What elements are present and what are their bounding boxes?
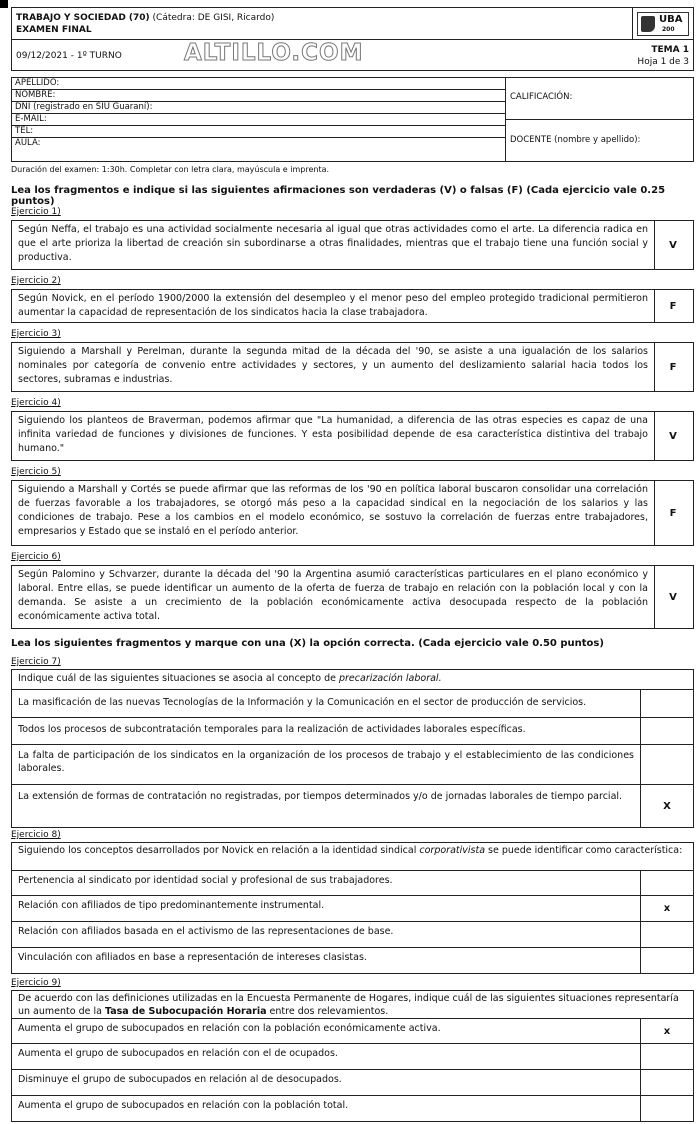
exam-duration-note: Duración del examen: 1:30h. Completar con letra clara, mayúscula e imprenta. (11, 165, 330, 174)
option-row (12, 1019, 693, 1044)
option-text: Aumenta el grupo de subocupados en relación con el de ocupados. (12, 1044, 641, 1069)
option-checkbox[interactable]: X (663, 800, 671, 812)
student-fields (12, 78, 506, 161)
course-name: TRABAJO Y SOCIEDAD (70) (16, 13, 150, 23)
exercise-3 (11, 342, 694, 392)
option-text: Pertenencia al sindicato por identidad social y profesional de sus trabajadores. (12, 871, 641, 895)
field-calificacion[interactable]: CALIFICACIÓN: (506, 78, 694, 120)
option-text: La masificación de las nuevas Tecnologías de la Información y la Comunicación en el sector de producción de servicios. (12, 690, 641, 717)
field-email[interactable]: E-MAIL: (12, 114, 505, 126)
option-row (12, 948, 693, 973)
exercise-label: Ejercicio 9) (11, 978, 61, 988)
option-text: Relación con afiliados de tipo predominantemente instrumental. (12, 896, 641, 921)
option-row (12, 690, 693, 718)
exercise-label: Ejercicio 8) (11, 830, 61, 840)
option-text: Disminuye el grupo de subocupados en relación al de desocupados. (12, 1070, 641, 1095)
grading-fields (506, 78, 694, 161)
option-row (12, 1096, 693, 1121)
option-row (12, 718, 693, 745)
question-text-start: Siguiendo los conceptos desarrollados por Novick en relación a la identidad sindical (18, 845, 420, 856)
option-checkbox[interactable] (641, 1070, 693, 1095)
exercise-text: Siguiendo a Marshall y Perelman, durante la segunda mitad de la década del '90, se asiste a una igualación de los salarios nominales por categoría de convenio entre actividades y sectores, y un aumento del deslizamiento salarial hacia todos los sectores, subramas e industrias. (12, 343, 655, 391)
uba-logo-number: 200 (662, 26, 675, 33)
option-checkbox[interactable] (641, 690, 693, 717)
student-data-table (11, 77, 694, 162)
exercise-text: Siguiendo a Marshall y Cortés se puede afirmar que las reformas de los '90 en política laboral buscaron consolidar una correlación de fuerzas favorable a los trabajadores, se otorgó más peso a la capacidad sindical en la negociación de los salarios y las condiciones de trabajo. Pese a los cambios en el modelo económico, se sostuvo la correlación de fuerzas entre trabajadores, empresarios y Estado que se instaló en el período anterior. (12, 481, 655, 545)
answer-cell[interactable]: F (669, 300, 677, 312)
exercise-text: Según Neffa, el trabajo es una actividad socialmente necesaria al igual que otras actividades como el arte. La diferencia radica en que el arte prioriza la libertad de creación sin subordinarse a otras finalidades, mientras que el trabajo tiene una función social y productiva. (12, 221, 655, 269)
option-text: Relación con afiliados basada en el activismo de las representaciones de base. (12, 922, 641, 947)
exam-header (11, 7, 694, 71)
field-docente[interactable]: DOCENTE (nombre y apellido): (510, 135, 641, 145)
field-apellido[interactable]: APELLIDO: (12, 78, 505, 90)
watermark: ALTILLO.COM (184, 40, 364, 66)
option-text: Aumenta el grupo de subocupados en relación con la población económicamente activa. (12, 1019, 641, 1043)
tema-label: TEMA 1 (651, 45, 689, 55)
exercise-text: Según Novick, en el período 1900/2000 la extensión del desempleo y el menor peso del empleo protegido tradicional permitieron aumentar la capacidad de representación de los sindicatos hacia la clase trabajadora. (12, 290, 655, 322)
question-text-start: Indique cuál de las siguientes situaciones se asocia al concepto de (18, 673, 339, 684)
exercise-5 (11, 480, 694, 546)
option-text: Vinculación con afiliados en base a representación de intereses clasistas. (12, 948, 641, 973)
exercise-8 (11, 842, 694, 974)
uba-logo (637, 12, 689, 36)
exercise-6 (11, 565, 694, 629)
tema-info (637, 44, 689, 68)
option-row (12, 1070, 693, 1096)
header-bottom-row (12, 40, 693, 71)
field-tel[interactable]: TEL: (12, 126, 505, 138)
option-row (12, 896, 693, 922)
option-row (12, 745, 693, 785)
option-checkbox[interactable] (641, 1096, 693, 1121)
course-info (16, 12, 576, 36)
section1-title: Lea los fragmentos e indique si las siguientes afirmaciones son verdaderas (V) o falsas (F) (Cada ejercicio vale 0.25 puntos) (11, 185, 666, 207)
exam-type: EXAMEN FINAL (16, 25, 92, 35)
exercise-label: Ejercicio 1) (11, 207, 61, 217)
option-checkbox[interactable] (641, 1044, 693, 1069)
answer-cell[interactable]: F (669, 507, 677, 519)
option-text: La extensión de formas de contratación no registradas, por tiempos determinados y/o de jornadas laborales de tiempo parcial. (12, 785, 641, 827)
question-term: precarización laboral. (339, 673, 442, 684)
option-row (12, 785, 693, 827)
exercise-label: Ejercicio 3) (11, 329, 61, 339)
option-checkbox[interactable] (641, 948, 693, 973)
option-checkbox[interactable]: x (663, 1025, 671, 1037)
question-term: Tasa de Subocupación Horaria (104, 1006, 267, 1017)
exercise-label: Ejercicio 6) (11, 552, 61, 562)
answer-cell[interactable]: V (669, 239, 677, 251)
page-counter: Hoja 1 de 3 (637, 57, 689, 67)
uba-logo-icon (641, 16, 655, 32)
uba-logo-text: UBA (659, 14, 683, 25)
corner-mark (0, 0, 8, 8)
question-term: corporativista (419, 845, 486, 856)
option-checkbox[interactable]: x (663, 903, 671, 914)
option-text: La falta de participación de los sindicatos en la organización de los procesos de trabajo y el establecimiento de las condiciones laborales. (12, 745, 641, 784)
exercise-text: Según Palomino y Schvarzer, durante la década del '90 la Argentina asumió características particulares en el plano económico y laboral. Entre ellas, se puede identificar un aumento de la oferta de fuerza de trabajo en relación con la población local y con la demanda. Se asiste a un crecimiento de la población económicamente activa desocupada respecto de la población económicamente activa total. (12, 566, 655, 628)
option-row (12, 1044, 693, 1070)
question-text-end: se puede identificar como característica: (485, 845, 683, 856)
logo-box (632, 8, 693, 40)
option-text: Todos los procesos de subcontratación temporales para la realización de actividades laborales específicas. (12, 718, 641, 744)
option-checkbox[interactable] (641, 718, 693, 744)
header-top-row (12, 8, 693, 40)
exercise-label: Ejercicio 7) (11, 657, 61, 667)
question-text-start: De acuerdo con las definiciones utilizadas en la Encuesta Permanente de Hogares, indique cuál de las siguientes situaciones representaría un aumento de la (18, 993, 679, 1017)
exercise-label: Ejercicio 4) (11, 398, 61, 408)
option-checkbox[interactable] (641, 745, 693, 784)
exercise-4 (11, 411, 694, 461)
option-row (12, 871, 693, 896)
section2-title: Lea los siguientes fragmentos y marque con una (X) la opción correcta. (Cada ejercicio vale 0.50 puntos) (11, 638, 604, 649)
answer-cell[interactable]: V (669, 591, 677, 603)
exam-date: 09/12/2021 - 1º TURNO (16, 51, 122, 61)
option-checkbox[interactable] (641, 922, 693, 947)
exercise-label: Ejercicio 5) (11, 467, 61, 477)
exercise-label: Ejercicio 2) (11, 276, 61, 286)
option-checkbox[interactable] (641, 871, 693, 895)
question-text (12, 843, 693, 871)
question-text (12, 670, 693, 690)
exercise-7 (11, 669, 694, 828)
question-text-end: entre dos relevamientos. (266, 1006, 389, 1017)
option-text: Aumenta el grupo de subocupados en relación con la población total. (12, 1096, 641, 1121)
exercise-9 (11, 990, 694, 1122)
option-row (12, 922, 693, 948)
exercise-text: Siguiendo los planteos de Braverman, podemos afirmar que "La humanidad, a diferencia de las otras especies es capaz de una infinita variedad de funciones y divisiones de funciones. Y esta posibilidad depende de esa característica distintiva del trabajo humano." (12, 412, 655, 460)
field-nombre[interactable]: NOMBRE: (12, 90, 505, 102)
exercise-2 (11, 289, 694, 323)
exercise-1 (11, 220, 694, 270)
field-aula[interactable]: AULA: (15, 138, 41, 148)
course-chair: (Cátedra: DE GISI, Ricardo) (149, 13, 275, 23)
answer-cell[interactable]: V (669, 430, 677, 442)
answer-cell[interactable]: F (669, 361, 677, 373)
field-dni[interactable]: DNI (registrado en SIU Guaraní): (12, 102, 505, 114)
question-text (12, 991, 693, 1019)
